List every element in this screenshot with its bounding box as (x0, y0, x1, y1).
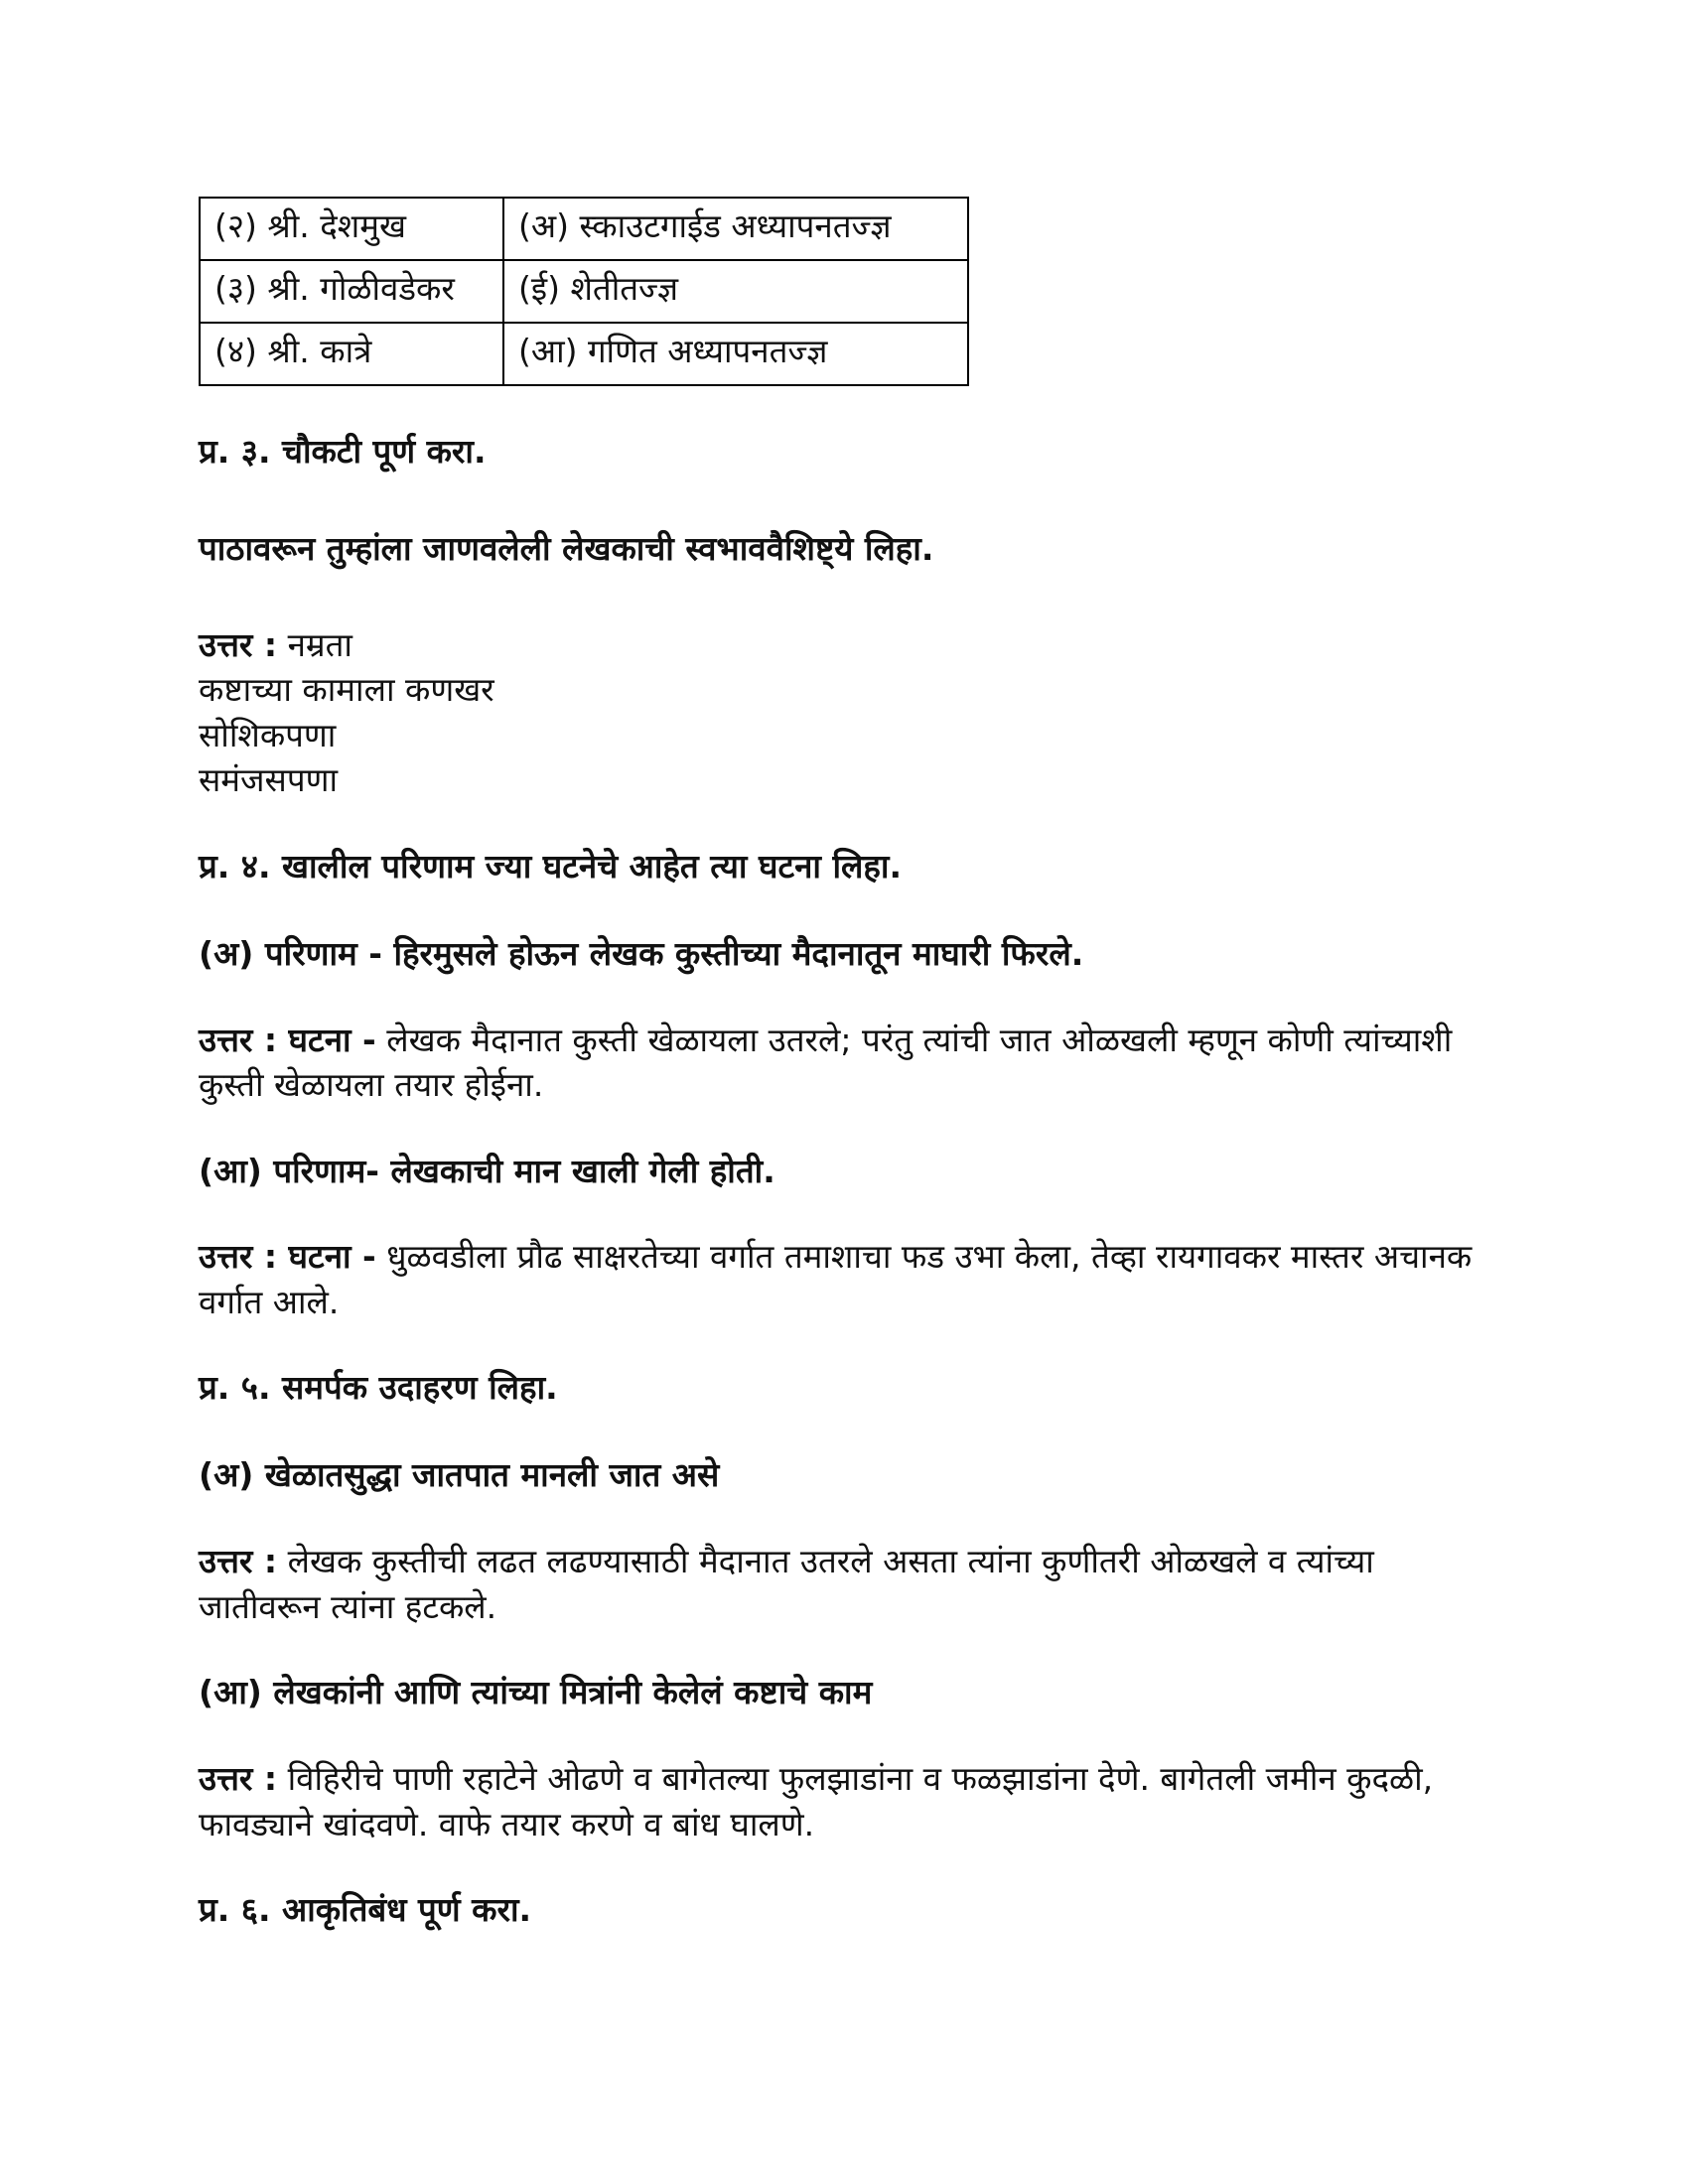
answer-text: लेखक कुस्तीची लढत लढण्यासाठी मैदानात उतरले असता त्यांना कुणीतरी ओळखले व त्यांच्या जातीवरून त्यांना हटकले. (199, 1542, 1374, 1626)
q5b-answer (199, 1756, 1489, 1846)
q3-prompt: पाठावरून तुम्हांला जाणवलेली लेखकाची स्वभाववैशिष्ट्ये लिहा. (199, 528, 934, 568)
table-cell-right: (आ) गणित अध्यापनतज्ज्ञ (503, 323, 968, 385)
q4b-prompt: (आ) परिणाम- लेखकाची मान खाली गेली होती. (199, 1151, 775, 1190)
match-table (199, 197, 969, 386)
answer-label: उत्तर : (199, 624, 278, 664)
q5a-prompt: (अ) खेळातसुद्धा जातपात मानली जात असे (199, 1455, 720, 1495)
document-page (199, 197, 1489, 1934)
table-cell-right: (अ) स्काउटगाईड अध्यापनतज्ज्ञ (503, 198, 968, 260)
answer-text: धुळवडीला प्रौढ साक्षरतेच्या वर्गात तमाशाचा फड उभा केला, तेव्हा रायगावकर मास्तर अचानक वर्गात आले. (199, 1237, 1473, 1321)
table-cell-left: (२) श्री. देशमुख (200, 198, 503, 260)
answer-label: उत्तर : घटना - (199, 1237, 376, 1277)
q3-heading: प्र. ३. चौकटी पूर्ण करा. (199, 432, 487, 471)
q4-heading: प्र. ४. खालील परिणाम ज्या घटनेचे आहेत त्या घटना लिहा. (199, 846, 902, 886)
table-row (200, 198, 968, 260)
q6-heading: प्र. ६. आकृतिबंध पूर्ण करा. (199, 1890, 532, 1930)
table-cell-left: (३) श्री. गोळीवडेकर (200, 260, 503, 323)
answer-label: उत्तर : (199, 1542, 278, 1581)
q5a-answer (199, 1539, 1489, 1629)
answer-label: उत्तर : (199, 1759, 278, 1799)
q4a-prompt: (अ) परिणाम - हिरमुसले होऊन लेखक कुस्तीच्या मैदानातून माघारी फिरले. (199, 933, 1084, 973)
table-cell-right: (ई) शेतीतज्ज्ञ (503, 260, 968, 323)
q4b-answer (199, 1234, 1489, 1324)
answer-item: समंजसपणा (199, 760, 338, 800)
table-row (200, 323, 968, 385)
table-row (200, 260, 968, 323)
q4a-answer (199, 1018, 1489, 1108)
answer-text: लेखक मैदानात कुस्ती खेळायला उतरले; परंतु त्यांची जात ओळखली म्हणून कोणी त्यांच्याशी कुस्ती खेळायला तयार होईना. (199, 1020, 1453, 1105)
q3-answer (199, 622, 1489, 803)
answer-item: सोशिकपणा (199, 715, 337, 754)
answer-item: कष्टाच्या कामाला कणखर (199, 670, 494, 710)
q5-heading: प्र. ५. समर्पक उदाहरण लिहा. (199, 1368, 558, 1408)
table-cell-left: (४) श्री. कात्रे (200, 323, 503, 385)
answer-item: नम्रता (287, 624, 352, 664)
answer-label: उत्तर : घटना - (199, 1020, 376, 1059)
q5b-prompt: (आ) लेखकांनी आणि त्यांच्या मित्रांनी केलेलं कष्टाचे काम (199, 1673, 873, 1712)
answer-text: विहिरीचे पाणी रहाटेने ओढणे व बागेतल्या फुलझाडांना व फळझाडांना देणे. बागेतली जमीन कुदळी, फावड्याने खांदवणे. वाफे तयार करणे व बांध घालणे. (199, 1759, 1434, 1843)
